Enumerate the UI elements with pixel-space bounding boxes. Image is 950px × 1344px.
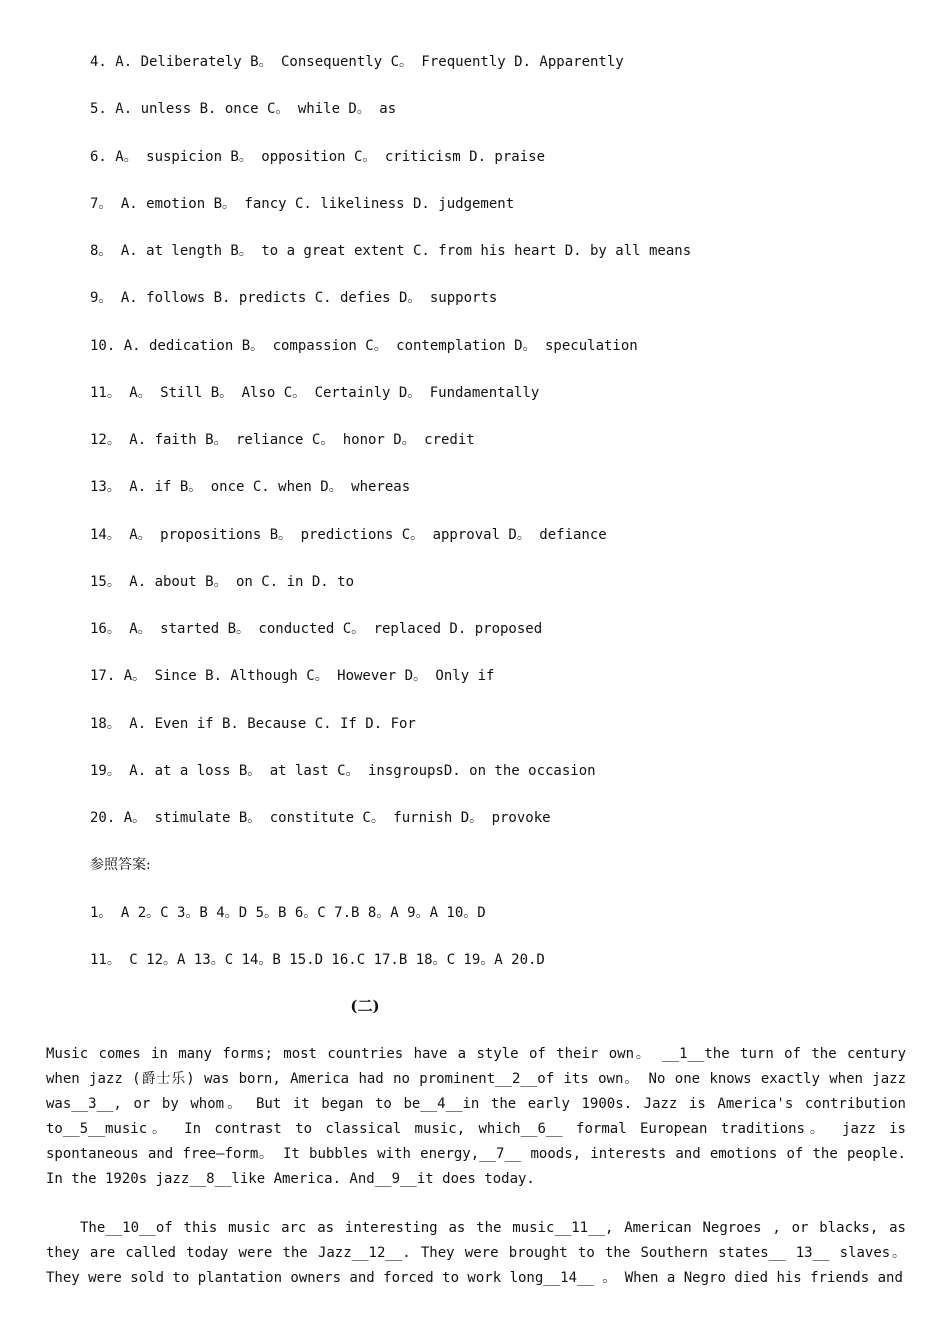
section-heading: (二) — [350, 997, 380, 1015]
option-line-15: 15。 A. about B。 on C. in D. to — [90, 573, 355, 590]
option-line-20: 20. A。 stimulate B。 constitute C。 furnish D。 provoke — [90, 810, 551, 826]
option-line-19: 19。 A. at a loss B。 at last C。 insgroupsD. on the occasion — [90, 762, 596, 779]
option-line-13: 13。 A. if B。 once C. when D。 whereas — [90, 479, 411, 496]
answer-key-label: 参照答案: — [90, 857, 151, 874]
answer-key-line-1: 1。 A 2。C 3。B 4。D 5。B 6。C 7.B 8。A 9。A 10。D — [90, 904, 486, 921]
option-line-14: 14。 A。 propositions B。 predictions C。 approval D。 defiance — [90, 526, 607, 543]
option-line-10: 10. A. dedication B。 compassion C。 contemplation D。 speculation — [90, 337, 638, 354]
answer-key-line-2: 11。 C 12。A 13。C 14。B 15.D 16.C 17.B 18。C 19。A 20.D — [90, 951, 545, 968]
option-line-4: 4. A. Deliberately B。 Consequently C。 Frequently D. Apparently — [90, 54, 624, 70]
option-line-16: 16。 A。 started B。 conducted C。 replaced D. proposed — [90, 621, 543, 637]
passage-paragraph-1: Music comes in many forms; most countries have a style of their own。 __1__the turn of the century when jazz (爵士乐) was born, America had no prominent__2__of its own。 No one knows exactly when jazz was__3__, or by whom。 But it began to be__4__in the early 1900s. Jazz is America's contribution to__5__music。 In contrast to classical music, which__6__ formal European traditions。 jazz is spontaneous and free—form。 It bubbles with energy,__7__ moods, interests and emotions of the people. In the 1920s jazz__8__like America. And__9__it does today. — [46, 1046, 906, 1187]
option-line-11: 11。 A。 Still B。 Also C。 Certainly D。 Fundamentally — [90, 384, 540, 401]
option-line-18: 18。 A. Even if B. Because C. If D. For — [90, 715, 416, 732]
passage-paragraph-2: The__10__of this music arc as interesting as the music__11__, American Negroes , or blacks, as they are called today were the Jazz__12__. They were brought to the Southern states__ 13__ slaves。 They were sold to plantation owners and forced to work long__14__ 。 When a Negro died his friends and — [46, 1220, 906, 1286]
option-line-17: 17. A。 Since B. Although C。 However D。 Only if — [90, 668, 495, 685]
option-line-8: 8。 A. at length B。 to a great extent C. from his heart D. by all means — [90, 243, 692, 259]
option-line-5: 5. A. unless B. once C。 while D。 as — [90, 101, 397, 118]
option-line-6: 6. A。 suspicion B。 opposition C。 criticism D. praise — [90, 148, 546, 165]
answer-options-list — [90, 52, 910, 997]
option-line-12: 12。 A. faith B。 reliance C。 honor D。 credit — [90, 432, 475, 448]
option-line-7: 7。 A. emotion B。 fancy C. likeliness D. judgement — [90, 195, 515, 212]
option-line-9: 9。 A. follows B. predicts C. defies D。 supports — [90, 290, 498, 307]
